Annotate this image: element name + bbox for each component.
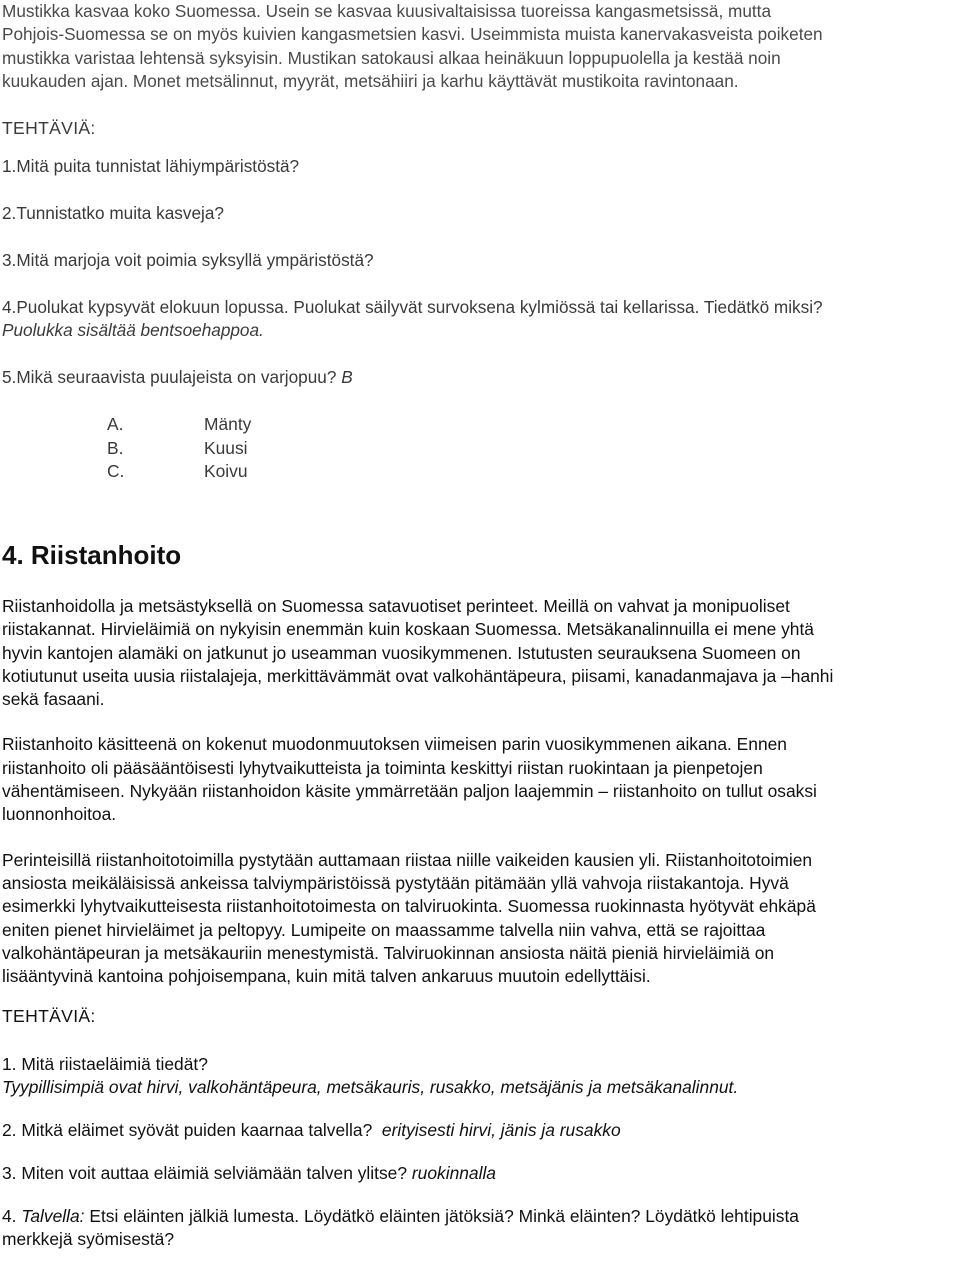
paragraph-1 [2,595,957,711]
tasks-heading: TEHTÄVIÄ: [2,1006,96,1026]
option-letter: B. [107,437,124,458]
answer-4: Puolukka sisältää bentsoehappoa. [2,320,264,340]
option-row [107,460,251,484]
intro-line: mustikka varistaa lehtensä syksyisin. Mustikan satokausi alkaa heinäkuun loppupuolella ja kestää noin [2,47,781,68]
answer-3: ruokinnalla [411,1163,496,1183]
question-5-text: 5.Mikä seuraavista puulajeista on varjopuu? [2,367,337,387]
option-row [107,437,251,461]
text-line: kotiutunut useita uusia riistalajeja, merkittävämmät ovat valkohäntäpeura, piisami, kanadanmajava ja –hanhi [2,665,834,686]
answer-2: erityisesti hirvi, jänis ja rusakko [381,1120,621,1140]
tasks-block-1 [2,118,957,389]
text-line: esimerkki lyhytvaikutteisesta riistanhoitotoimesta on talviruokinta. Suomessa ruokinnasta hyötyvät ehkäpä [2,896,816,917]
text-line: sekä fasaani. [2,689,105,710]
question-1: 1.Mitä puita tunnistat lähiympäristöstä? [2,156,300,176]
intro-line: Pohjois-Suomessa se on myös kuivien kangasmetsien kasvi. Useimmista muista kanervakasveista poiketen [2,24,823,45]
question-4: 4.Puolukat kypsyvät elokuun lopussa. Puolukat säilyvät survoksena kylmiössä tai kellarissa. Tiedätkö miksi? [2,297,823,317]
answer-1: Tyypillisimpiä ovat hirvi, valkohäntäpeura, metsäkauris, rusakko, metsäjänis ja metsäkanalinnut. [2,1077,739,1097]
text-line: ansiosta meikäläisissä ankeissa talviympäristöissä pystytään pitämään yllä vahvoja riistakantoja. Hyvä [2,872,789,893]
paragraph-2 [2,733,957,826]
option-letter: C. [107,461,125,482]
text-line: eniten pienet hirvieläimet ja peltopyy. Lumipeite on maassamme talvella niin vahva, että se rajoittaa [2,919,766,940]
task-2 [2,1119,957,1142]
intro-line: Mustikka kasvaa koko Suomessa. Usein se kasvaa kuusivaltaisissa tuoreissa kangasmetsissä, mutta [2,1,771,21]
text-line: luonnonhoitoa. [2,804,117,825]
tasks-block-2 [2,1006,957,1271]
option-letter: A. [107,414,124,434]
option-row [107,413,251,437]
text-line: Perinteisillä riistanhoitotoimilla pystytään auttamaan riistaa niille vaikeiden kausien yli. Riistanhoitotoimien [2,849,813,870]
task-4 [2,1205,957,1251]
tasks-heading: TEHTÄVIÄ: [2,118,96,138]
section-riistanhoito [2,538,957,1010]
section-title: 4. Riistanhoito [2,540,182,570]
text-line: Riistanhoito käsitteenä on kokenut muodonmuutoksen viimeisen parin vuosikymmenen aikana. Ennen [2,734,787,755]
text-line: valkohäntäpeuran ja metsäkauriin menestymistä. Talviruokinnan ansiosta näitä pieniä hirvieläimiä on [2,942,775,963]
text-line: riistanhoito oli pääsääntöisesti lyhytvaikutteista ja toiminta keskittyi riistan ruokintaan ja pienpetojen [2,757,763,778]
option-text: Mänty [204,414,252,434]
intro-line: kuukauden ajan. Monet metsälinnut, myyrät, metsähiiri ja karhu käyttävät mustikoita ravintonaan. [2,71,739,92]
task-3 [2,1162,957,1185]
intro-paragraph [2,0,957,94]
task-4-label: Talvella: [21,1206,85,1226]
task-4-text-cont: merkkejä syömisestä? [2,1229,175,1249]
option-text: Kuusi [204,437,248,458]
option-text: Koivu [204,461,248,482]
question-2: 2.Tunnistatko muita kasveja? [2,203,224,223]
question-5 [2,366,957,389]
text-line: hyvin kantojen alamäki on jatkunut jo useamman vuosikymmenen. Istutusten seurauksena Suomeen on [2,642,801,663]
answer-options [107,413,251,484]
question-2: 2. Mitkä eläimet syövät puiden kaarnaa talvella? [2,1120,373,1140]
text-line: lisääntyvinä kantoina pohjoisempana, kuin mitä talven ankaruus muutoin edellyttäisi. [2,966,651,987]
question-3: 3.Mitä marjoja voit poimia syksyllä ympäristöstä? [2,250,374,270]
paragraph-3 [2,849,957,989]
text-line: riistakannat. Hirvieläimiä on nykyisin enemmän kuin koskaan Suomessa. Metsäkanalinnuilla ei mene yhtä [2,619,814,640]
text-line: vähentämiseen. Nykyään riistanhoidon käsite ymmärretään paljon laajemmin – riistanhoito on tullut osaksi [2,781,817,802]
task-1 [2,1053,957,1099]
task-4-text: Etsi eläinten jälkiä lumesta. Löydätkö eläinten jätöksiä? Minkä eläinten? Löydätkö lehtipuista [89,1206,799,1226]
answer-5: B [341,367,353,387]
text-line: Riistanhoidolla ja metsästyksellä on Suomessa satavuotiset perinteet. Meillä on vahvat ja monipuoliset [2,596,790,616]
question-1: 1. Mitä riistaeläimiä tiedät? [2,1054,208,1074]
task-4-number: 4. [2,1206,17,1226]
question-3: 3. Miten voit auttaa eläimiä selviämään talven ylitse? [2,1163,408,1183]
